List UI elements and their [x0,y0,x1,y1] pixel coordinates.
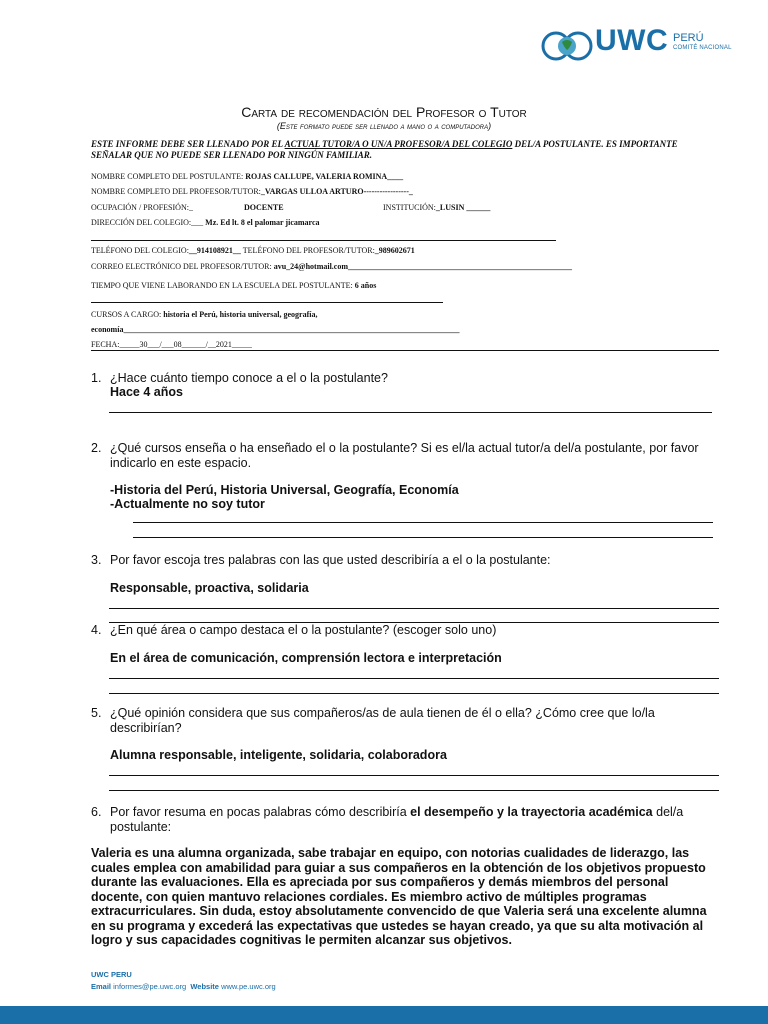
document-title: Carta de recomendación del Profesor o Tutor [241,104,527,120]
field-institucion: INSTITUCIÓN:_LUSIN ______ [383,203,491,212]
footer-org: UWC PERU [91,970,132,979]
divider-line [91,302,443,303]
logo-wordmark: UWC [595,24,669,57]
field-tiempo: TIEMPO QUE VIENE LABORANDO EN LA ESCUELA DEL POSTULANTE: 6 años [91,281,377,290]
answer-1: Hace 4 años [110,385,183,399]
answer-line [109,693,719,694]
globe-people-icon [540,30,596,62]
answer-line [109,775,719,776]
answer-line [109,790,719,791]
field-ocupacion: OCUPACIÓN / PROFESIÓN:_ DOCENTE [91,203,284,212]
answer-line [133,522,713,523]
footer-contact: Email informes@pe.uwc.org Website www.pe.uwc.org [91,982,276,991]
answer-2-line1: -Historia del Perú, Historia Universal, Geografía, Economía [110,483,459,497]
field-cursos: CURSOS A CARGO: historia el Perú, historia universal, geografía, [91,310,318,319]
answer-line [109,678,719,679]
field-cursos-cont: economía____________________________________________________________________________________ [91,325,460,334]
section-divider [91,350,719,351]
footer-bar [0,1006,768,1024]
field-postulante: NOMBRE COMPLETO DEL POSTULANTE: ROJAS CALLUPE, VALERIA ROMINA____ [91,172,404,181]
answer-line [133,537,713,538]
answer-5: Alumna responsable, inteligente, solidaria, colaboradora [110,748,447,762]
answer-3: Responsable, proactiva, solidaria [110,581,309,595]
answer-line [109,608,719,609]
document-subtitle: (Este formato puede ser llenado a mano o a computadora) [276,121,492,131]
answer-2-line2: -Actualmente no soy tutor [110,497,265,511]
answer-4: En el área de comunicación, comprensión lectora e interpretación [110,651,502,665]
field-profesor: NOMBRE COMPLETO DEL PROFESOR/TUTOR:_VARGAS ULLOA ARTURO-----------------_ [91,187,413,196]
field-correo: CORREO ELECTRÓNICO DEL PROFESOR/TUTOR: avu_24@hotmail.com________________________________________________________ [91,262,573,271]
answer-6-paragraph: Valeria es una alumna organizada, sabe trabajar en equipo, con notorias cualidades de liderazgo, las cuales emplea con amabilidad para guiar a sus compañeros en la obtención de los objetivos propuesto durante las evaluaciones. Ella es apreciada por sus compañeros y demás miembros del personal docente, con quien mantuvo relaciones cordiales. Es miembro activo de múltiples programas extracurriculares. Sin duda, estoy absolutamente convencido de que Valeria será una excelente alumna en su programa y excederá las expectativas que ustedes se hayan creado, ya que su alta motivación al logro y sus capacidades cognitivas le permiten alcanzar sus objetivos. [91,846,707,947]
uwc-logo [540,24,740,64]
field-fecha: FECHA:_____30___/___08______/__2021_____ [91,340,252,349]
logo-committee: COMITÉ NACIONAL [673,45,732,51]
field-direccion: DIRECCIÓN DEL COLEGIO:___ Mz. Ed lt. 8 el palomar jicamarca [91,218,320,227]
footer-website-link[interactable]: www.pe.uwc.org [221,982,276,991]
divider-line [91,240,556,241]
field-telefonos: TELÉFONO DEL COLEGIO:__914108921__ TELÉFONO DEL PROFESOR/TUTOR:_989602671 [91,246,415,255]
logo-country: PERÚ [673,32,704,44]
footer-email-link[interactable]: informes@pe.uwc.org [113,982,187,991]
answer-line [109,412,712,413]
notice-text: ESTE INFORME DEBE SER LLENADO POR EL ACTUAL TUTOR/A O UN/A PROFESOR/A DEL COLEGIO DEL/A POSTULANTE. ES IMPORTANTE SEÑALAR QUE NO PUEDE SER LLENADO POR NINGÚN FAMILIAR. [91,139,678,160]
